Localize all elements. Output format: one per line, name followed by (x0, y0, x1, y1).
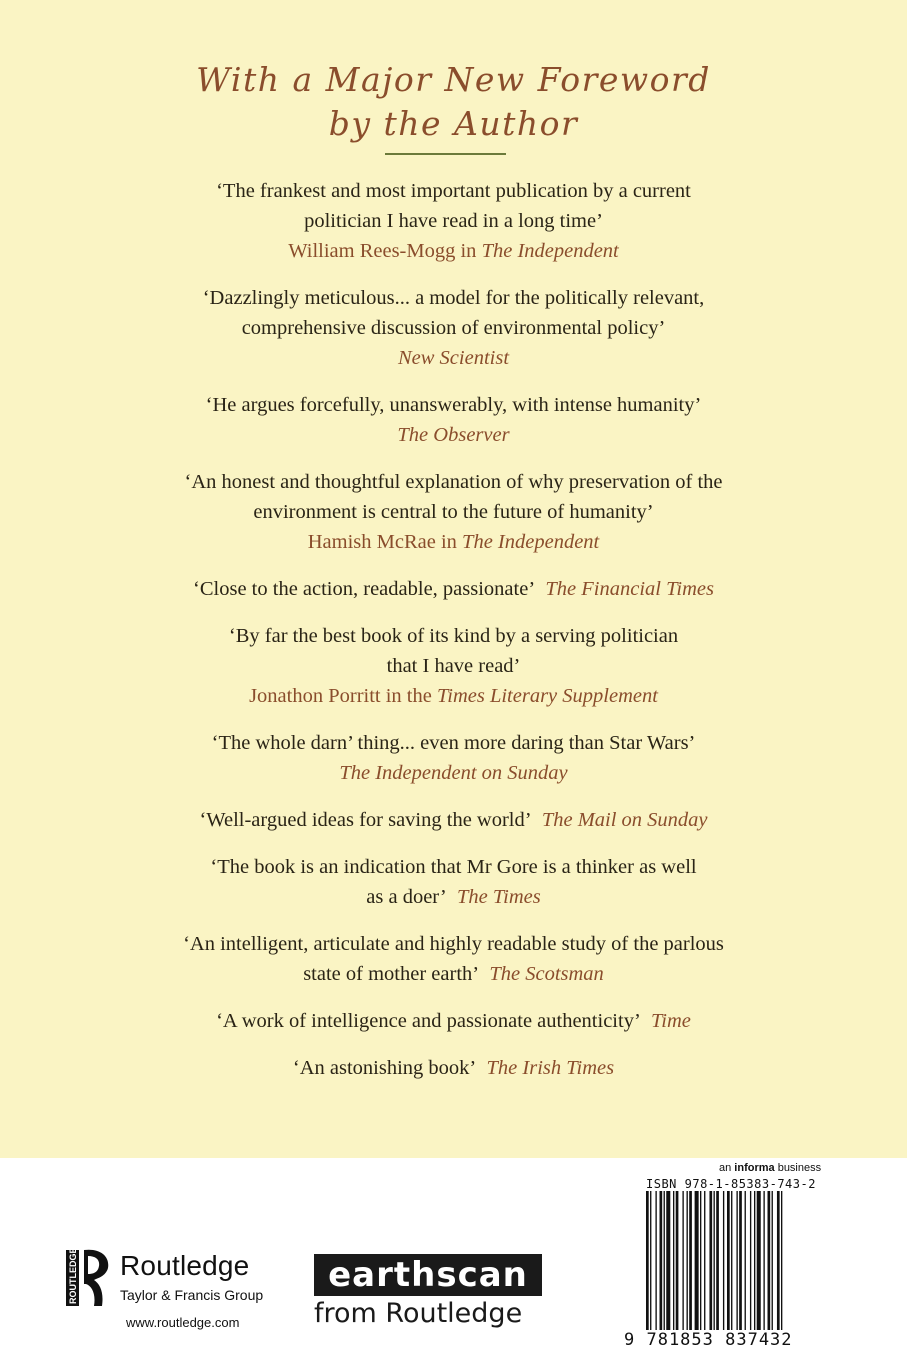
review-quote (0, 1053, 907, 1083)
barcode-bar (777, 1191, 780, 1331)
barcode-bar (745, 1191, 746, 1331)
attribution-publication: Time (651, 1010, 691, 1032)
informa-business-label (719, 1162, 821, 1174)
barcode-bar (754, 1191, 755, 1331)
quote-line: ‘An honest and thoughtful explanation of why preservation of the (184, 471, 723, 493)
barcode-bar (682, 1191, 683, 1331)
isbn-barcode (644, 1191, 824, 1341)
informa-prefix: an (719, 1162, 735, 1174)
review-quote (0, 1006, 907, 1036)
barcode-bar (646, 1191, 649, 1331)
attribution-publication: Times Literary Supplement (436, 685, 658, 707)
quote-line (0, 882, 907, 912)
earthscan-tagline: from Routledge (314, 1298, 523, 1329)
attribution-publication: New Scientist (397, 347, 510, 369)
review-quote (0, 574, 907, 604)
barcode-bar (714, 1191, 715, 1331)
informa-suffix: business (774, 1162, 822, 1174)
review-quote (0, 805, 907, 835)
barcode-bar (664, 1191, 665, 1331)
quote-text: ‘Well-argued ideas for saving the world’ (199, 809, 532, 831)
review-quote (0, 176, 907, 266)
foreword-heading (0, 58, 907, 146)
barcode-bar (727, 1191, 730, 1331)
attribution-publication: The Mail on Sunday (541, 809, 708, 831)
heading-line-1: With a Major New Foreword (196, 60, 711, 99)
review-quote (0, 467, 907, 557)
routledge-subtitle: Taylor & Francis Group (120, 1287, 264, 1303)
earthscan-logo: earthscan (314, 1254, 542, 1296)
barcode-bar (650, 1191, 651, 1331)
barcode-bar (666, 1191, 670, 1331)
barcode-bar (750, 1191, 751, 1331)
barcode-bar (723, 1191, 724, 1331)
attribution-author: William Rees-Mogg in (288, 240, 482, 262)
routledge-logo-text: ROUTLEDGE (68, 1247, 78, 1304)
quote-line: ‘The book is an indication that Mr Gore is a thinker as well (210, 856, 697, 878)
review-quote (0, 390, 907, 450)
barcode-bar (673, 1191, 674, 1331)
attribution-author: Jonathon Porritt in the (249, 685, 437, 707)
review-quote (0, 621, 907, 711)
attribution-publication: The Financial Times (545, 578, 714, 600)
quote-line: ‘An intelligent, articulate and highly readable study of the parlous (183, 933, 724, 955)
review-quote (0, 283, 907, 373)
routledge-url: www.routledge.com (126, 1315, 240, 1330)
attribution-publication: The Observer (397, 424, 510, 446)
quote-text: as a doer’ (366, 886, 447, 908)
review-quotes (0, 176, 907, 1100)
barcode-bar (716, 1191, 719, 1331)
attribution-publication: The Scotsman (489, 963, 604, 985)
review-quote (0, 929, 907, 989)
heading-divider (385, 153, 506, 155)
quote-text: ‘A work of intelligence and passionate authenticity’ (216, 1010, 641, 1032)
barcode-bar (676, 1191, 679, 1331)
barcode-bar (731, 1191, 732, 1331)
barcode-bar (709, 1191, 712, 1331)
attribution-publication: The Independent (481, 240, 619, 262)
barcode-bar (655, 1191, 656, 1331)
barcode-bar (781, 1191, 782, 1331)
quote-line (0, 959, 907, 989)
quote-line: ‘By far the best book of its kind by a serving politician (228, 625, 679, 647)
barcode-bar (700, 1191, 701, 1331)
quote-line: comprehensive discussion of environmental policy’ (241, 317, 666, 339)
quote-attribution (0, 236, 907, 266)
quote-line: ‘He argues forcefully, unanswerably, with intense humanity’ (205, 394, 702, 416)
quote-line: that I have read’ (386, 655, 521, 677)
attribution-publication: The Irish Times (486, 1057, 615, 1079)
attribution-publication: The Independent on Sunday (339, 762, 568, 784)
quote-attribution (0, 681, 907, 711)
attribution-publication: The Times (456, 886, 541, 908)
barcode-bar (687, 1191, 688, 1331)
attribution-author: Hamish McRae in (307, 531, 463, 553)
isbn-label: ISBN 978-1-85383-743-2 (646, 1177, 816, 1191)
heading-line-2: by the Author (328, 104, 579, 143)
barcode-bar (772, 1191, 773, 1331)
barcode-bar (739, 1191, 742, 1331)
quote-text: ‘An astonishing book’ (292, 1057, 477, 1079)
quote-line: ‘The frankest and most important publication by a current (216, 180, 691, 202)
barcode-bar (660, 1191, 663, 1331)
quote-line: ‘The whole darn’ thing... even more daring than Star Wars’ (211, 732, 696, 754)
quote-text: state of mother earth’ (303, 963, 480, 985)
attribution-publication: The Independent (462, 531, 600, 553)
informa-brand: informa (734, 1162, 775, 1174)
barcode-bar (704, 1191, 705, 1331)
barcode-bar (689, 1191, 692, 1331)
barcode-bar (763, 1191, 764, 1331)
quote-line: environment is central to the future of humanity’ (253, 501, 654, 523)
barcode-bar (757, 1191, 761, 1331)
review-quote (0, 852, 907, 912)
quote-attribution (0, 527, 907, 557)
quote-line: politician I have read in a long time’ (304, 210, 603, 232)
quote-text: ‘Close to the action, readable, passionate’ (193, 578, 536, 600)
barcode-bar (736, 1191, 737, 1331)
barcode-bar (768, 1191, 771, 1331)
routledge-logo-icon (66, 1246, 112, 1310)
routledge-name: Routledge (120, 1250, 250, 1281)
barcode-number: 9 781853 837432 (624, 1330, 793, 1350)
quote-line: ‘Dazzlingly meticulous... a model for the politically relevant, (202, 287, 705, 309)
review-quote (0, 728, 907, 788)
barcode-bar (695, 1191, 699, 1331)
